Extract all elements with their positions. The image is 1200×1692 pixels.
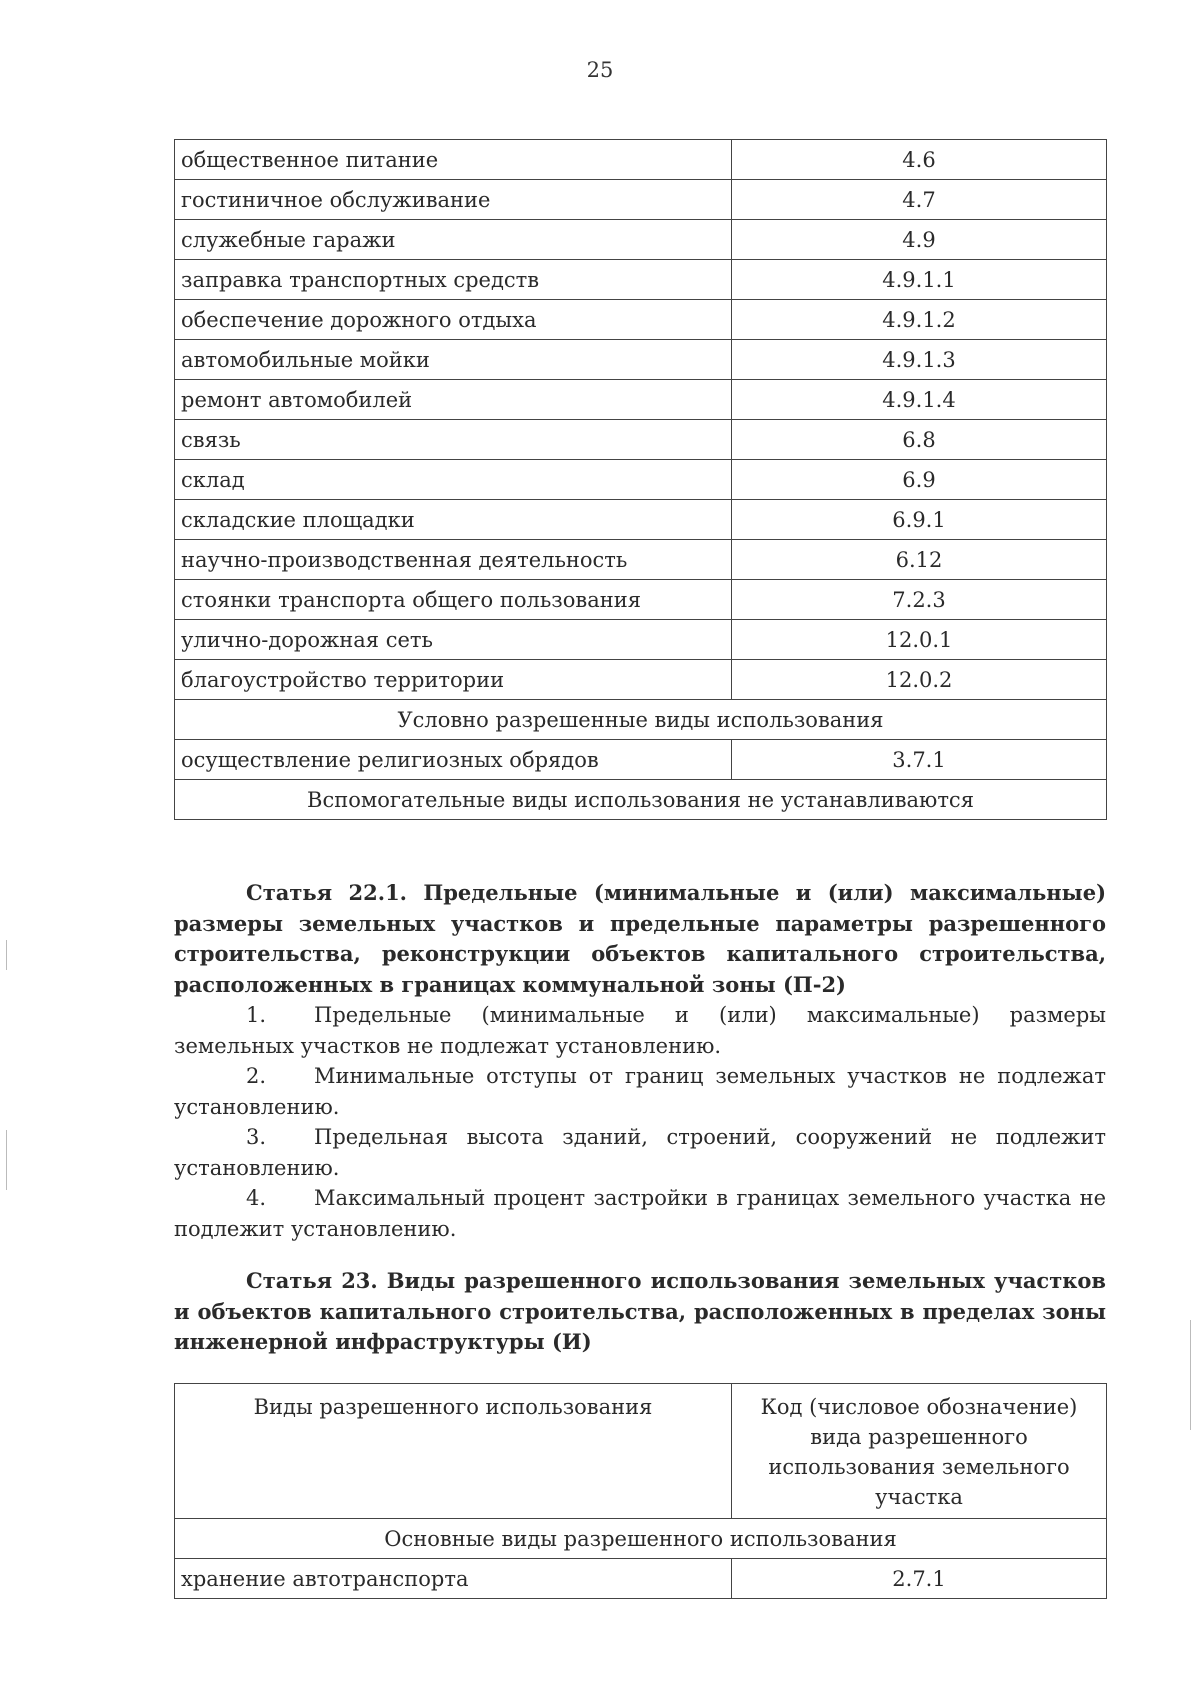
table-header-row bbox=[175, 1384, 1107, 1519]
use-name-cell: связь bbox=[175, 420, 732, 460]
use-code-cell: 4.9 bbox=[732, 220, 1107, 260]
table-section-row bbox=[175, 1519, 1107, 1559]
list-item-text: Предельные (минимальные и (или) максимальные) размеры земельных участков не подлежат установлению. bbox=[174, 1003, 1106, 1058]
table-section-row bbox=[175, 700, 1107, 740]
use-name-cell: служебные гаражи bbox=[175, 220, 732, 260]
column-header-uses: Виды разрешенного использования bbox=[175, 1384, 732, 1519]
use-name-cell: благоустройство территории bbox=[175, 660, 732, 700]
use-name-cell: хранение автотранспорта bbox=[175, 1559, 732, 1599]
use-code-cell: 6.9 bbox=[732, 460, 1107, 500]
use-name-cell: склад bbox=[175, 460, 732, 500]
table-row bbox=[175, 340, 1107, 380]
table-row bbox=[175, 180, 1107, 220]
list-item bbox=[174, 1061, 1106, 1122]
table-row bbox=[175, 500, 1107, 540]
use-code-cell: 12.0.2 bbox=[732, 660, 1107, 700]
page-number: 25 bbox=[586, 58, 614, 82]
use-code-cell: 4.7 bbox=[732, 180, 1107, 220]
use-name-cell: автомобильные мойки bbox=[175, 340, 732, 380]
table-row bbox=[175, 660, 1107, 700]
use-code-cell: 6.12 bbox=[732, 540, 1107, 580]
use-name-cell: складские площадки bbox=[175, 500, 732, 540]
scan-artifact bbox=[6, 1130, 7, 1190]
table-row bbox=[175, 300, 1107, 340]
list-item-number: 4. bbox=[246, 1186, 267, 1210]
list-item bbox=[174, 1183, 1106, 1244]
list-item-number: 1. bbox=[246, 1003, 267, 1027]
use-code-cell: 2.7.1 bbox=[732, 1559, 1107, 1599]
use-name-cell: стоянки транспорта общего пользования bbox=[175, 580, 732, 620]
list-item-number: 3. bbox=[246, 1125, 267, 1149]
table-row bbox=[175, 1559, 1107, 1599]
column-header-code: Код (числовое обозначение) вида разрешенного использования земельного участка bbox=[732, 1384, 1107, 1519]
use-name-cell: улично-дорожная сеть bbox=[175, 620, 732, 660]
use-code-cell: 7.2.3 bbox=[732, 580, 1107, 620]
use-code-cell: 3.7.1 bbox=[732, 740, 1107, 780]
article-22-1-section bbox=[174, 878, 1106, 1244]
use-name-cell: осуществление религиозных обрядов bbox=[175, 740, 732, 780]
table-row bbox=[175, 220, 1107, 260]
table-row bbox=[175, 540, 1107, 580]
use-code-cell: 4.9.1.3 bbox=[732, 340, 1107, 380]
use-code-cell: 12.0.1 bbox=[732, 620, 1107, 660]
use-code-cell: 6.9.1 bbox=[732, 500, 1107, 540]
table-row bbox=[175, 580, 1107, 620]
conditional-uses-header: Условно разрешенные виды использования bbox=[175, 700, 1107, 740]
use-code-cell: 6.8 bbox=[732, 420, 1107, 460]
use-code-cell: 4.9.1.2 bbox=[732, 300, 1107, 340]
list-item-text: Минимальные отступы от границ земельных участков не подлежат установлению. bbox=[174, 1064, 1106, 1119]
list-item bbox=[174, 1000, 1106, 1061]
use-name-cell: обеспечение дорожного отдыха bbox=[175, 300, 732, 340]
use-name-cell: гостиничное обслуживание bbox=[175, 180, 732, 220]
list-item-text: Предельная высота зданий, строений, сооружений не подлежит установлению. bbox=[174, 1125, 1106, 1180]
main-uses-header: Основные виды разрешенного использования bbox=[175, 1519, 1107, 1559]
use-code-cell: 4.9.1.4 bbox=[732, 380, 1107, 420]
table-row bbox=[175, 260, 1107, 300]
table-row bbox=[175, 620, 1107, 660]
article-23-section bbox=[174, 1266, 1106, 1358]
scan-artifact bbox=[1190, 1320, 1191, 1430]
table-row bbox=[175, 380, 1107, 420]
use-code-cell: 4.9.1.1 bbox=[732, 260, 1107, 300]
list-item bbox=[174, 1122, 1106, 1183]
table-row bbox=[175, 460, 1107, 500]
use-name-cell: ремонт автомобилей bbox=[175, 380, 732, 420]
use-code-cell: 4.6 bbox=[732, 140, 1107, 180]
use-name-cell: общественное питание bbox=[175, 140, 732, 180]
auxiliary-uses-note: Вспомогательные виды использования не устанавливаются bbox=[175, 780, 1107, 820]
land-use-table-p2 bbox=[174, 139, 1107, 820]
list-item-number: 2. bbox=[246, 1064, 267, 1088]
land-use-table-i bbox=[174, 1383, 1107, 1599]
table-section-row bbox=[175, 780, 1107, 820]
list-item-text: Максимальный процент застройки в границах земельного участка не подлежит установлению. bbox=[174, 1186, 1106, 1241]
scan-artifact bbox=[6, 940, 7, 970]
table-row bbox=[175, 740, 1107, 780]
article-22-1-heading: Статья 22.1. Предельные (минимальные и (или) максимальные) размеры земельных участков и предельные параметры разрешенного строительства, реконструкции объектов капитального строительства, расположенных в границах коммунальной зоны (П-2) bbox=[174, 880, 1106, 997]
article-23-heading: Статья 23. Виды разрешенного использования земельных участков и объектов капитального строительства, расположенных в пределах зоны инженерной инфраструктуры (И) bbox=[174, 1268, 1106, 1354]
table-row bbox=[175, 420, 1107, 460]
use-name-cell: научно-производственная деятельность bbox=[175, 540, 732, 580]
table-row bbox=[175, 140, 1107, 180]
use-name-cell: заправка транспортных средств bbox=[175, 260, 732, 300]
